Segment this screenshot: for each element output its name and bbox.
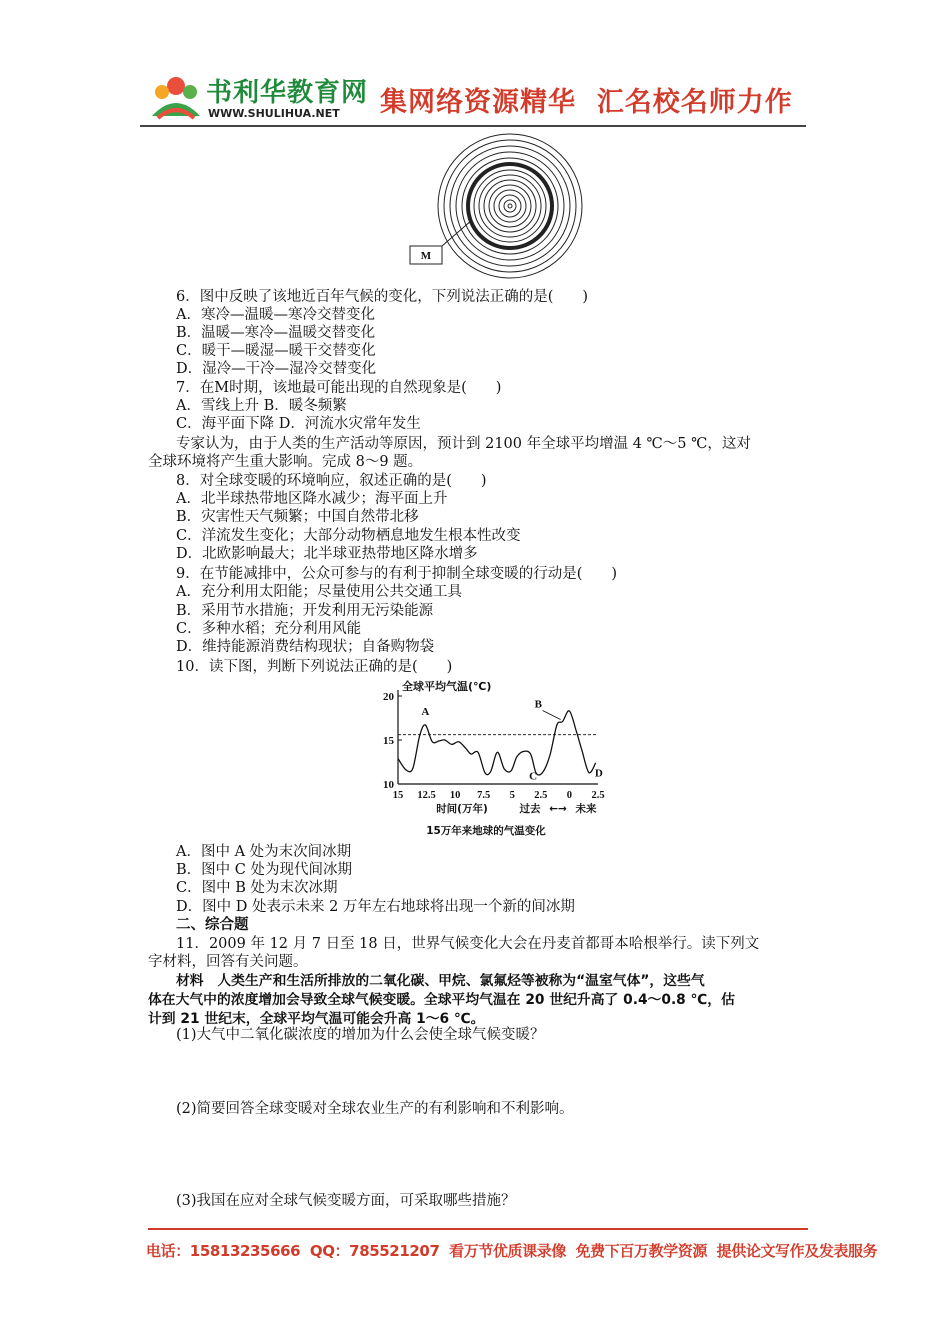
q10-option-a: A．图中 A 处为末次间冰期: [176, 844, 352, 860]
q9-option-c: C．多种水稻；充分利用风能: [176, 621, 362, 637]
chart-x-note-arrow: ←→: [549, 803, 567, 815]
chart-x-tick-label: 7.5: [477, 790, 491, 801]
q9-option-a: A．充分利用太阳能；尽量使用公共交通工具: [176, 584, 462, 600]
chart-y-tick-label: 15: [383, 735, 394, 747]
q11-material-line3: 计到 21 世纪末，全球平均气温可能会升高 1～6 ℃。: [148, 1011, 485, 1027]
chart-x-tick-label: 2.5: [591, 790, 605, 801]
q10-option-b: B．图中 C 处为现代间冰期: [176, 862, 352, 878]
chart-point-label-c: C: [529, 770, 538, 783]
logo-name: 书利华教育网: [206, 78, 369, 108]
q11-sub3: (3)我国在应对全球气候变暖方面，可采取哪些措施？: [176, 1193, 516, 1209]
chart-x-tick-label: 10: [449, 790, 461, 801]
q9-stem: 9．在节能减排中，公众可参与的有利于抑制全球变暖的行动是( ): [176, 566, 618, 582]
q6-option-a: A．寒冷—温暖—寒冷交替变化: [176, 307, 375, 323]
q7-options-cd: C．海平面下降 D．河流水灾常年发生: [176, 416, 421, 432]
ring-thick: [468, 164, 552, 248]
q9-option-d: D．维持能源消费结构现状；自备购物袋: [176, 639, 435, 655]
chart-x-tick-label: 0: [566, 790, 573, 801]
q11-material-line1: 材料 人类生产和生活所排放的二氧化碳、甲烷、氯氟烃等被称为“温室气体”，这些气: [176, 973, 705, 989]
q10-option-c: C．图中 B 处为末次冰期: [176, 880, 338, 896]
header-slogan: 集网络资源精华 汇名校名师力作: [380, 87, 793, 118]
q8-option-d: D．北欧影响最大；北半球亚热带地区降水增多: [176, 546, 478, 562]
ring: [504, 200, 516, 212]
section-2-heading: 二、综合题: [176, 916, 249, 933]
chart-xlabel: 时间(万年): [436, 803, 488, 815]
q7-options-ab: A．雪线上升 B．暖冬频繁: [176, 398, 347, 414]
q6-option-c: C．暖干—暖湿—暖干交替变化: [176, 343, 376, 359]
q11-line2: 字材料，回答有关问题。: [148, 954, 308, 970]
chart-x-note-past: 过去: [519, 803, 541, 815]
q8-stem: 8．对全球变暖的环境响应，叙述正确的是( ): [176, 473, 487, 489]
ring: [444, 140, 576, 272]
logo-emblem-icon: [148, 68, 204, 124]
q11-material-line2: 体在大气中的浓度增加会导致全球气候变暖。全球平均气温在 20 世纪升高了 0.4～0.8 ℃，估: [148, 992, 735, 1008]
chart-x-note-future: 未来: [575, 803, 597, 815]
q11-sub2: (2)简要回答全球变暖对全球农业生产的有利影响和不利影响。: [176, 1101, 574, 1117]
header-rule: [140, 125, 806, 127]
chart-series-line: [398, 711, 596, 775]
chart-title: 15万年来地球的气温变化: [426, 825, 546, 837]
logo-url: WWW.SHULIHUA.NET: [208, 107, 340, 120]
chart-point-label-b: B: [534, 698, 542, 711]
q6-option-d: D．湿冷—干冷—湿冷交替变化: [176, 361, 377, 377]
chart-x-tick-label: 12.5: [417, 790, 436, 801]
ring: [489, 185, 531, 227]
q8-option-b: B．灾害性天气频繁；中国自然带北移: [176, 509, 419, 525]
q10-stem: 10．读下图，判断下列说法正确的是( ): [176, 659, 453, 675]
q11-line1: 11．2009 年 12 月 7 日至 18 日，世界气候变化大会在丹麦首都哥本哈根举行。读下列文: [176, 936, 760, 952]
ring-label-m: M: [420, 250, 432, 262]
intro-8-9-line1: 专家认为，由于人类的生产活动等原因，预计到 2100 年全球平均增温 4 ℃～5 ℃，这对: [176, 436, 751, 452]
ring: [479, 175, 541, 237]
header: [140, 62, 810, 128]
q6-stem: 6．图中反映了该地近百年气候的变化，下列说法正确的是( ): [176, 289, 589, 305]
ring: [462, 158, 558, 254]
tree-ring-figure: [400, 132, 600, 282]
ring: [438, 134, 582, 278]
q10-option-d: D．图中 D 处表示未来 2 万年左右地球将出现一个新的间冰期: [176, 899, 575, 915]
chart-point-label-d: D: [594, 767, 603, 780]
q6-option-b: B．温暖—寒冷—温暖交替变化: [176, 325, 376, 341]
ring: [499, 195, 521, 217]
q9-option-b: B．采用节水措施；开发利用无污染能源: [176, 603, 434, 619]
chart-y-tick-label: 10: [383, 779, 394, 791]
q8-option-a: A．北半球热带地区降水减少；海平面上升: [176, 491, 448, 507]
ring: [474, 170, 546, 242]
intro-8-9-line2: 全球环境将产生重大影响。完成 8～9 题。: [148, 454, 423, 470]
temperature-chart: [370, 676, 620, 844]
chart-y-tick-label: 20: [383, 691, 394, 703]
q7-stem: 7．在M时期，该地最可能出现的自然现象是( ): [176, 380, 502, 396]
chart-point-label-a: A: [421, 706, 430, 719]
ring: [456, 152, 564, 260]
q11-sub1: (1)大气中二氧化碳浓度的增加为什么会使全球气候变暖？: [176, 1027, 545, 1043]
footer-contact: 电话：15813235666 QQ：785521207 看万节优质课录像 免费下百万教学资源 提供论文写作及发表服务: [146, 1242, 878, 1260]
chart-x-tick-label: 2.5: [534, 790, 548, 801]
chart-ylabel: 全球平均气温(℃): [402, 680, 492, 693]
ring: [508, 204, 512, 208]
ring: [484, 180, 536, 232]
q8-option-c: C．洋流发生变化；大部分动物栖息地发生根本性改变: [176, 528, 521, 544]
chart-point-b-pointer: [543, 711, 561, 720]
chart-x-tick-label: 5: [509, 790, 515, 801]
footer-rule: [148, 1228, 808, 1230]
chart-x-tick-label: 15: [392, 790, 404, 801]
